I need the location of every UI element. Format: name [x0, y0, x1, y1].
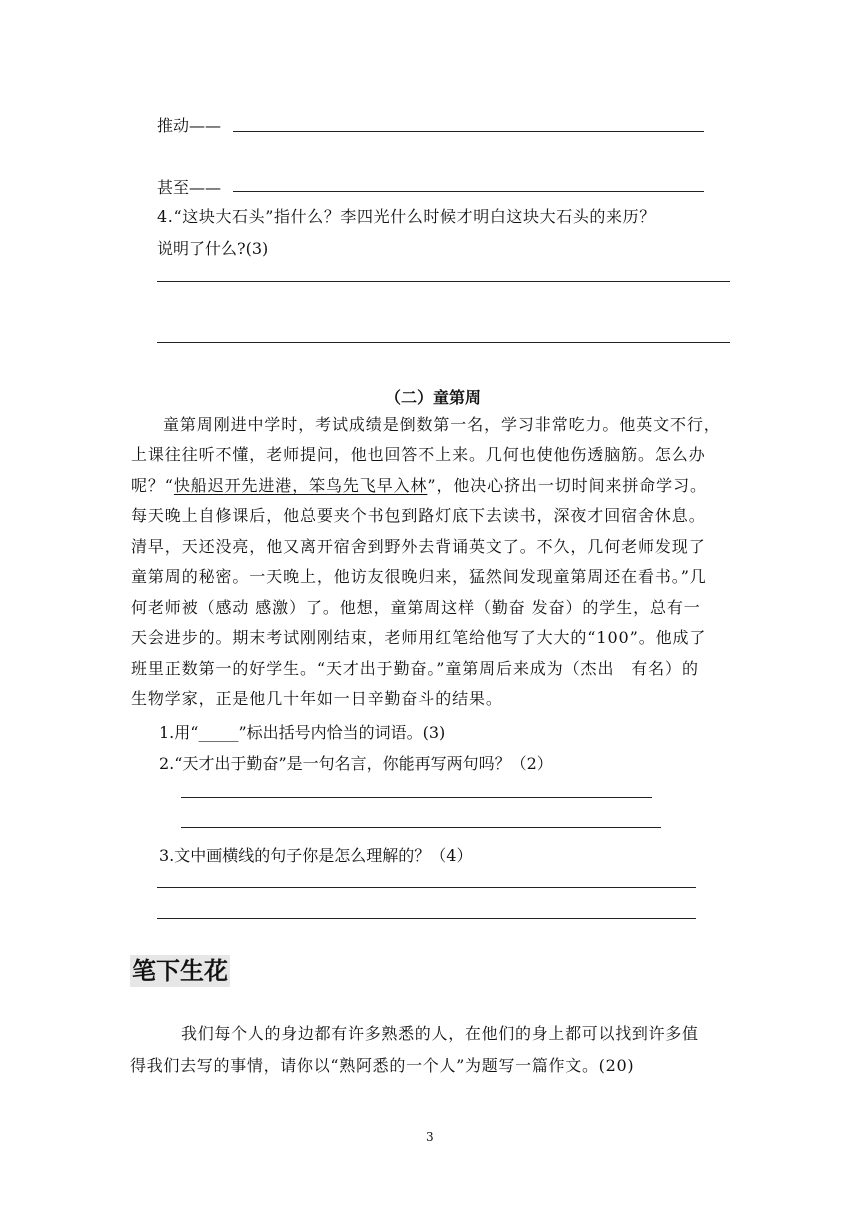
answer-line — [233, 131, 704, 132]
answer-line — [157, 887, 696, 888]
question-3: 3.文中画横线的句子你是怎么理解的？（4） — [159, 846, 473, 865]
passage-line: 清早，天还没亮，他又离开宿舍到野外去背诵英文了。不久，几何老师发现了 — [131, 537, 706, 556]
question-2: 2.“天才出于勤奋”是一句名言，你能再写两句吗？（2） — [159, 754, 553, 773]
question-4-line2: 说明了什么?(3) — [157, 239, 269, 258]
fill-label-tuidong: 推动—— — [157, 116, 222, 135]
answer-line — [157, 918, 696, 919]
page-number: 3 — [426, 1130, 434, 1144]
answer-line — [157, 342, 730, 343]
essay-prompt-line: 得我们去写的事情，请你以“熟阿悉的一个人”为题写一篇作文。(20) — [130, 1056, 635, 1075]
passage-line: 天会进步的。期末考试刚刚结束，老师用红笔给他写了大大的“100”。他成了 — [131, 628, 707, 647]
question-1: 1.用“_____”标出括号内恰当的词语。(3) — [159, 723, 446, 742]
passage-text: ”，他决心挤出一切时间来拼命学习。 — [427, 476, 707, 495]
question-4-line1: 4.“这块大石头”指什么？李四光什么时候才明白这块大石头的来历？ — [157, 207, 656, 226]
passage-line: 童第周刚进中学时，考试成绩是倒数第一名，学习非常吃力。他英文不行， — [163, 415, 721, 434]
passage-line: 上课往往听不懂，老师提问，他也回答不上来。几何也使他伤透脑筋。怎么办 — [131, 445, 706, 464]
section-heading-writing: 笔下生花 — [132, 957, 228, 985]
passage-text: 呢？“ — [131, 476, 174, 495]
passage-line: 生物学家，正是他几十年如一日辛勤奋斗的结果。 — [131, 689, 503, 708]
underlined-sentence: 快船迟开先进港，笨鸟先飞早入林 — [173, 476, 428, 495]
passage-line: 何老师被（感动 感激）了。他想，童第周这样（勤奋 发奋）的学生，总有一 — [131, 598, 701, 617]
essay-prompt-line: 我们每个人的身边都有许多熟悉的人，在他们的身上都可以找到许多值 — [181, 1024, 699, 1043]
answer-line — [181, 797, 652, 798]
passage-line: 童第周的秘密。一天晚上，他访友很晚归来，猛然间发现童第周还在看书。”几 — [131, 567, 707, 586]
answer-line — [233, 191, 704, 192]
answer-line — [157, 281, 730, 282]
answer-line — [181, 827, 661, 828]
passage-line: 班里正数第一的好学生。“天才出于勤奋。”童第周后来成为（杰出 有名）的 — [131, 659, 699, 678]
fill-label-shenzhi: 甚至—— — [157, 178, 222, 197]
passage-line-underlined — [131, 471, 707, 502]
section-title-tongdizhou: （二）童第周 — [385, 388, 482, 407]
passage-line: 每天晚上自修课后，他总要夹个书包到路灯底下去读书，深夜才回宿舍休息。 — [131, 506, 706, 525]
